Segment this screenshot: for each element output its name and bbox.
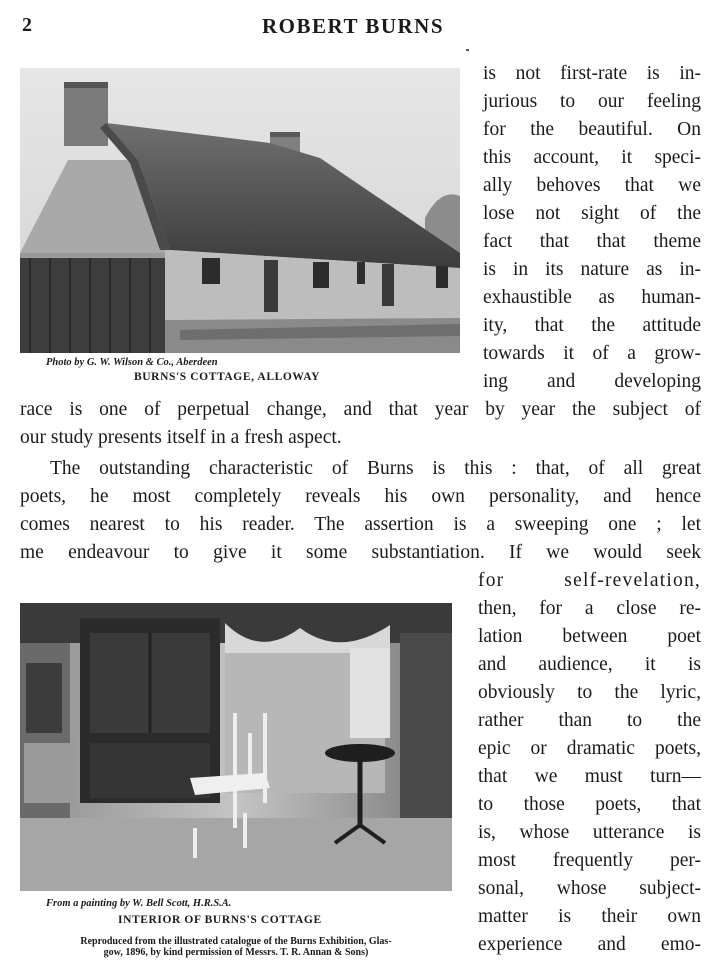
text-line: lation between poet [478, 626, 701, 647]
figure-caption: BURNS'S COTTAGE, ALLOWAY [134, 371, 320, 383]
reproduction-note [20, 936, 452, 958]
text-line: poets, he most completely reveals his own personality, and hence [20, 486, 701, 507]
text-line: is, whose utterance is [478, 822, 701, 843]
running-title: ROBERT BURNS [262, 14, 445, 38]
note-line: gow, 1896, by kind permission of Messrs. T. R. Annan & Sons) [103, 947, 369, 958]
text-line: towards it of a grow- [483, 343, 701, 364]
text-line: is in its nature as in- [483, 259, 701, 280]
text-line: our study presents itself in a fresh aspect. [20, 427, 342, 448]
text-line: rather than to the [478, 710, 701, 731]
text-line: this account, it speci- [483, 147, 701, 168]
text-line: most frequently per- [478, 850, 701, 871]
text-line: me endeavour to give it some substantiation. If we would seek [20, 542, 701, 563]
photo-credit: Photo by G. W. Wilson & Co., Aberdeen [46, 357, 218, 368]
text-line: for the beautiful. On [483, 119, 701, 140]
text-line: ing and developing [483, 371, 701, 392]
text-line: race is one of perpetual change, and that year by year the subject of [20, 399, 701, 420]
text-line: sonal, whose subject- [478, 878, 701, 899]
text-line: and audience, it is [478, 654, 701, 675]
text-line: lose not sight of the [483, 203, 701, 224]
text-line: matter is their own [478, 906, 701, 927]
text-line: ally behoves that we [483, 175, 701, 196]
text-line: fact that that theme [483, 231, 701, 252]
text-line: obviously to the lyric, [478, 682, 701, 703]
text-line: The outstanding characteristic of Burns is this : that, of all great [50, 458, 701, 479]
text-line: epic or dramatic poets, [478, 738, 701, 759]
note-line: Reproduced from the illustrated catalogue of the Burns Exhibition, Glas- [80, 936, 392, 947]
text-line: to those poets, that [478, 794, 701, 815]
printer-mark [466, 49, 469, 51]
painting-credit: From a painting by W. Bell Scott, H.R.S.A. [46, 898, 232, 909]
text-line: experience and emo- [478, 934, 701, 955]
text-line: that we must turn— [478, 766, 701, 787]
text-line: exhaustible as human- [483, 287, 701, 308]
text-line: jurious to our feeling [483, 91, 701, 112]
text-line: is not first-rate is in- [483, 63, 701, 84]
figure-caption: INTERIOR OF BURNS'S COTTAGE [118, 914, 322, 926]
text-line: for self-revelation, [478, 570, 701, 591]
page-number: 2 [22, 14, 32, 36]
text-line: ity, that the attitude [483, 315, 701, 336]
cottage-exterior-photo [20, 68, 460, 353]
text-line: comes nearest to his reader. The assertion is a sweeping one ; let [20, 514, 701, 535]
cottage-interior-painting [20, 603, 452, 891]
text-line: then, for a close re- [478, 598, 701, 619]
